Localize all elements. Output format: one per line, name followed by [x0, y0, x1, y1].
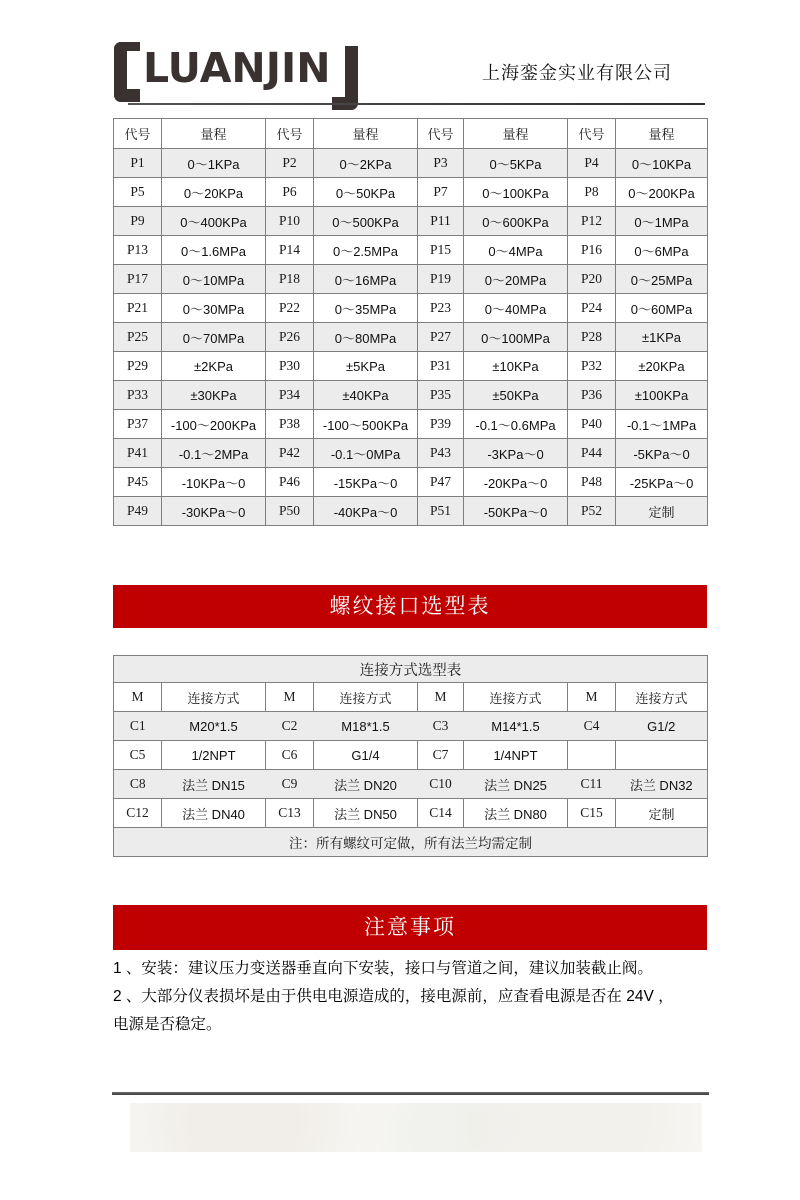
range-code-cell: P52	[568, 497, 616, 526]
footer-watermark-band	[130, 1103, 702, 1152]
connection-table-row	[114, 770, 708, 799]
connection-value-cell: 法兰 DN20	[314, 770, 418, 799]
company-name: 上海銮金实业有限公司	[482, 63, 672, 83]
range-table-row	[114, 323, 708, 352]
range-table-row	[114, 207, 708, 236]
range-table-body	[114, 149, 708, 526]
range-code-cell: P25	[114, 323, 162, 352]
range-value-cell: 0～35MPa	[314, 294, 418, 323]
range-code-cell: P1	[114, 149, 162, 178]
range-code-cell: P26	[266, 323, 314, 352]
range-value-cell: 0～40MPa	[464, 294, 568, 323]
logo-right-bracket-icon	[332, 46, 358, 110]
connection-header-cell: 连接方式	[314, 683, 418, 712]
note-line: 1 、安装：建议压力变送器垂直向下安装，接口与管道之间，建议加装截止阀。	[113, 960, 653, 977]
range-value-cell: 0～1MPa	[616, 207, 708, 236]
connection-code-cell: C6	[266, 741, 314, 770]
range-value-cell: 0～6MPa	[616, 236, 708, 265]
range-value-cell: 0～2.5MPa	[314, 236, 418, 265]
range-value-cell: -0.1～2MPa	[162, 439, 266, 468]
range-code-cell: P34	[266, 381, 314, 410]
range-table-row	[114, 149, 708, 178]
range-code-cell: P11	[418, 207, 464, 236]
range-table-row	[114, 381, 708, 410]
m-header-cell: M	[568, 683, 616, 712]
range-code-cell: P12	[568, 207, 616, 236]
range-value-cell: -25KPa～0	[616, 468, 708, 497]
connection-code-cell: C1	[114, 712, 162, 741]
header-divider	[128, 103, 705, 105]
range-value-cell: 0～50KPa	[314, 178, 418, 207]
range-header-cell: 量程	[616, 119, 708, 149]
connection-table-header-row	[114, 683, 708, 712]
range-code-cell: P49	[114, 497, 162, 526]
range-value-cell: 0～200KPa	[616, 178, 708, 207]
connection-value-cell: 1/4NPT	[464, 741, 568, 770]
note-line: 电源是否稳定。	[113, 1016, 222, 1033]
range-value-cell: -50KPa～0	[464, 497, 568, 526]
m-header-cell: M	[114, 683, 162, 712]
m-header-cell: M	[418, 683, 464, 712]
footer-divider	[112, 1092, 709, 1095]
range-value-cell: -15KPa～0	[314, 468, 418, 497]
connection-code-cell: C11	[568, 770, 616, 799]
connection-code-cell: C5	[114, 741, 162, 770]
range-code-cell: P45	[114, 468, 162, 497]
connection-code-cell: C8	[114, 770, 162, 799]
range-code-cell: P41	[114, 439, 162, 468]
connection-code-cell: C3	[418, 712, 464, 741]
connection-value-cell	[616, 741, 708, 770]
range-code-cell: P8	[568, 178, 616, 207]
connection-header-cell: 连接方式	[464, 683, 568, 712]
range-code-cell: P27	[418, 323, 464, 352]
connection-value-cell: M18*1.5	[314, 712, 418, 741]
range-value-cell: ±10KPa	[464, 352, 568, 381]
range-value-cell: 0～10MPa	[162, 265, 266, 294]
connection-code-cell: C4	[568, 712, 616, 741]
range-table-row	[114, 439, 708, 468]
connection-value-cell: 法兰 DN80	[464, 799, 568, 828]
range-header-cell: 量程	[162, 119, 266, 149]
range-value-cell: 0～500KPa	[314, 207, 418, 236]
range-value-cell: 0～70MPa	[162, 323, 266, 352]
range-code-cell: P42	[266, 439, 314, 468]
code-header-cell: 代号	[568, 119, 616, 149]
range-code-cell: P6	[266, 178, 314, 207]
range-value-cell: 0～2KPa	[314, 149, 418, 178]
range-code-cell: P33	[114, 381, 162, 410]
range-value-cell: 0～80MPa	[314, 323, 418, 352]
range-code-cell: P19	[418, 265, 464, 294]
range-code-cell: P14	[266, 236, 314, 265]
range-value-cell: 0～400KPa	[162, 207, 266, 236]
range-table-header-row	[114, 119, 708, 149]
range-code-cell: P38	[266, 410, 314, 439]
connection-table-note-row	[114, 828, 708, 857]
range-table-row	[114, 352, 708, 381]
range-value-cell: 0～1KPa	[162, 149, 266, 178]
range-value-cell: -40KPa～0	[314, 497, 418, 526]
logo-left-bracket-icon	[114, 42, 140, 102]
connection-table-note: 注：所有螺纹可定做，所有法兰均需定制	[114, 828, 708, 857]
range-value-cell: 定制	[616, 497, 708, 526]
range-code-cell: P20	[568, 265, 616, 294]
connection-value-cell: 法兰 DN15	[162, 770, 266, 799]
range-value-cell: -5KPa～0	[616, 439, 708, 468]
range-table-row	[114, 497, 708, 526]
connection-code-cell: C13	[266, 799, 314, 828]
range-table-row	[114, 265, 708, 294]
connection-value-cell: G1/2	[616, 712, 708, 741]
connection-code-cell	[568, 741, 616, 770]
connection-table-title-row	[114, 656, 708, 683]
range-value-cell: ±50KPa	[464, 381, 568, 410]
range-code-cell: P10	[266, 207, 314, 236]
connection-value-cell: 法兰 DN32	[616, 770, 708, 799]
connection-value-cell: 法兰 DN25	[464, 770, 568, 799]
range-value-cell: ±20KPa	[616, 352, 708, 381]
range-value-cell: ±40KPa	[314, 381, 418, 410]
range-code-cell: P2	[266, 149, 314, 178]
range-value-cell: -100～500KPa	[314, 410, 418, 439]
range-value-cell: 0～4MPa	[464, 236, 568, 265]
range-table-row	[114, 294, 708, 323]
connection-value-cell: 1/2NPT	[162, 741, 266, 770]
range-code-cell: P47	[418, 468, 464, 497]
range-value-cell: ±5KPa	[314, 352, 418, 381]
range-code-cell: P40	[568, 410, 616, 439]
thread-section-banner: 螺纹接口选型表	[113, 585, 707, 628]
connection-header-cell: 连接方式	[616, 683, 708, 712]
range-code-cell: P7	[418, 178, 464, 207]
range-code-cell: P31	[418, 352, 464, 381]
range-code-cell: P36	[568, 381, 616, 410]
range-code-cell: P4	[568, 149, 616, 178]
connection-table-body	[114, 656, 708, 857]
range-value-cell: ±30KPa	[162, 381, 266, 410]
range-value-cell: -30KPa～0	[162, 497, 266, 526]
range-code-cell: P13	[114, 236, 162, 265]
range-code-cell: P17	[114, 265, 162, 294]
range-value-cell: -0.1～1MPa	[616, 410, 708, 439]
range-value-cell: 0～20MPa	[464, 265, 568, 294]
range-code-cell: P43	[418, 439, 464, 468]
connection-table-title: 连接方式选型表	[114, 656, 708, 683]
range-code-cell: P30	[266, 352, 314, 381]
range-code-cell: P16	[568, 236, 616, 265]
range-code-cell: P35	[418, 381, 464, 410]
m-header-cell: M	[266, 683, 314, 712]
connection-code-cell: C15	[568, 799, 616, 828]
connection-value-cell: 法兰 DN50	[314, 799, 418, 828]
connection-code-cell: C10	[418, 770, 464, 799]
range-value-cell: 0～1.6MPa	[162, 236, 266, 265]
range-code-cell: P18	[266, 265, 314, 294]
range-value-cell: ±100KPa	[616, 381, 708, 410]
notes-section	[113, 955, 713, 1039]
range-value-cell: ±2KPa	[162, 352, 266, 381]
code-header-cell: 代号	[266, 119, 314, 149]
range-code-cell: P28	[568, 323, 616, 352]
connection-table-row	[114, 712, 708, 741]
connection-value-cell: 法兰 DN40	[162, 799, 266, 828]
connection-table-row	[114, 799, 708, 828]
company-logo	[114, 42, 358, 102]
range-table-row	[114, 468, 708, 497]
range-value-cell: 0～100KPa	[464, 178, 568, 207]
range-value-cell: 0～30MPa	[162, 294, 266, 323]
connection-header-cell: 连接方式	[162, 683, 266, 712]
range-code-cell: P22	[266, 294, 314, 323]
range-code-cell: P9	[114, 207, 162, 236]
connection-code-cell: C14	[418, 799, 464, 828]
range-code-cell: P32	[568, 352, 616, 381]
range-code-cell: P46	[266, 468, 314, 497]
range-table-row	[114, 410, 708, 439]
range-value-cell: -3KPa～0	[464, 439, 568, 468]
range-value-cell: 0～10KPa	[616, 149, 708, 178]
pressure-range-table	[113, 118, 708, 526]
connection-code-cell: C7	[418, 741, 464, 770]
range-code-cell: P50	[266, 497, 314, 526]
range-header-cell: 量程	[464, 119, 568, 149]
range-value-cell: 0～5KPa	[464, 149, 568, 178]
connection-value-cell: 定制	[616, 799, 708, 828]
connection-value-cell: G1/4	[314, 741, 418, 770]
logo-text: LUANJIN	[143, 44, 331, 92]
connection-table-row	[114, 741, 708, 770]
range-value-cell: 0～60MPa	[616, 294, 708, 323]
range-value-cell: -0.1～0.6MPa	[464, 410, 568, 439]
range-code-cell: P15	[418, 236, 464, 265]
connection-code-cell: C9	[266, 770, 314, 799]
connection-value-cell: M20*1.5	[162, 712, 266, 741]
range-code-cell: P44	[568, 439, 616, 468]
notice-section-banner: 注意事项	[113, 905, 707, 950]
connection-code-cell: C2	[266, 712, 314, 741]
range-code-cell: P48	[568, 468, 616, 497]
range-value-cell: -0.1～0MPa	[314, 439, 418, 468]
range-code-cell: P37	[114, 410, 162, 439]
code-header-cell: 代号	[418, 119, 464, 149]
range-value-cell: 0～16MPa	[314, 265, 418, 294]
range-code-cell: P3	[418, 149, 464, 178]
range-code-cell: P23	[418, 294, 464, 323]
range-value-cell: 0～100MPa	[464, 323, 568, 352]
code-header-cell: 代号	[114, 119, 162, 149]
range-value-cell: 0～25MPa	[616, 265, 708, 294]
range-code-cell: P5	[114, 178, 162, 207]
range-header-cell: 量程	[314, 119, 418, 149]
range-value-cell: -100～200KPa	[162, 410, 266, 439]
range-code-cell: P39	[418, 410, 464, 439]
range-value-cell: -10KPa～0	[162, 468, 266, 497]
range-code-cell: P24	[568, 294, 616, 323]
note-line: 2 、大部分仪表损坏是由于供电电源造成的，接电源前，应查看电源是否在 24V ，	[113, 988, 674, 1005]
range-code-cell: P51	[418, 497, 464, 526]
range-table-row	[114, 178, 708, 207]
connection-code-cell: C12	[114, 799, 162, 828]
range-value-cell: ±1KPa	[616, 323, 708, 352]
connection-table	[113, 655, 708, 857]
range-code-cell: P29	[114, 352, 162, 381]
range-table-row	[114, 236, 708, 265]
connection-value-cell: M14*1.5	[464, 712, 568, 741]
range-code-cell: P21	[114, 294, 162, 323]
range-value-cell: 0～600KPa	[464, 207, 568, 236]
range-value-cell: -20KPa～0	[464, 468, 568, 497]
range-value-cell: 0～20KPa	[162, 178, 266, 207]
